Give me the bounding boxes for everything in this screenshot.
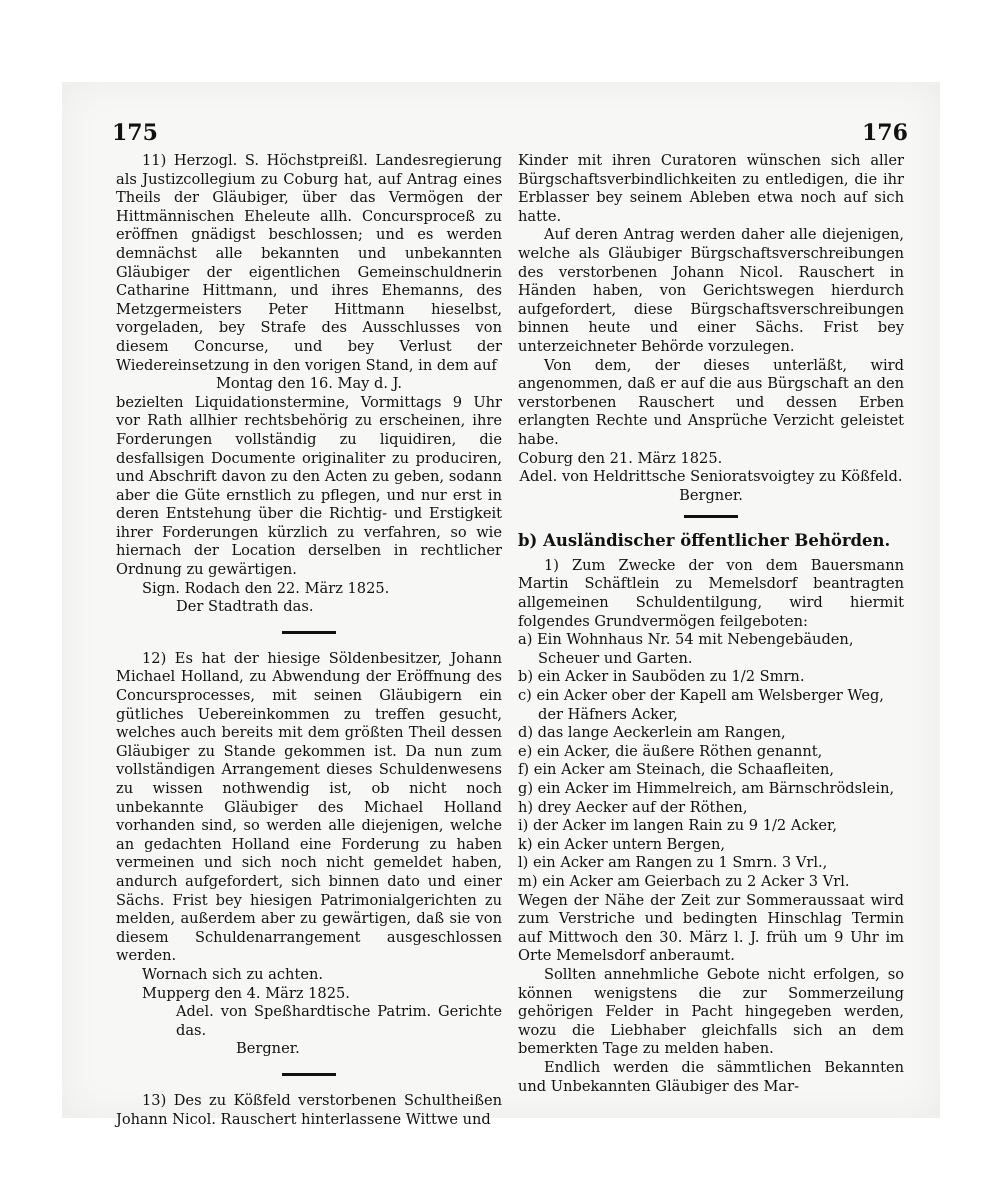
notice-12-place-date: Mupperg den 4. März 1825. [142,984,350,1002]
separator [282,631,336,634]
left-column [116,152,502,1129]
property-item: e) ein Acker, die äußere Röthen genannt, [518,742,823,760]
separator [684,515,738,518]
property-item: b) ein Acker in Sauböden zu 1/2 Smrn. [518,668,805,686]
notice-b1-lease: Sollten annehmliche Gebote nicht erfolgen, so können wenigstens die zur Sommerzeilung gehörigen Felder in Pacht hingegeben werden, wozu die Liebhaber gleichfalls sich an dem bemerkten Tage zu melden haben. [518,965,904,1058]
notice-13-request: Auf deren Antrag werden daher alle diejenigen, welche als Gläubiger Bürgschaftsverschreibungen des verstorbenen Johann Nicol. Rauschert in Händen haben, von Gerichtswegen hierdurch aufgefordert, diese Bürgschaftsverschreibungen binnen heute und einer Sächs. Frist bey unterzeichneter Behörde vorzulegen. [518,226,904,355]
notice-12-closing: Wornach sich zu achten. [142,965,323,983]
notice-13-signature: Bergner. [679,486,743,504]
page-number-left: 175 [112,120,158,146]
notice-11-text-cont: bezielten Liquidationstermine, Vormittags 9 Uhr vor Rath allhier rechtsbehörig zu erscheinen, ihre Forderungen vollständig zu liquidiren, die desfallsigen Documente originaliter zu produciren, und Abschrift davon zu den Acten zu geben, sodann aber die Güte ernstlich zu pflegen, und nur erst in deren Entstehung über die Richtig- und Erstigkeit ihrer Forderungen kürzlich zu verfahren, so wie hiernach der Location derselben in rechtlicher Ordnung zu gewärtigen. [116,393,502,579]
notice-12-text: 12) Es hat der hiesige Söldenbesitzer, Johann Michael Holland, zu Abwendung der Eröffnung des Concursprocesses, mit seinen Gläubigern ein gütliches Uebereinkommen zu treffen gesucht, welches auch bereits mit dem größten Theil dessen Gläubiger zu Stande gekommen ist. Da nun zum vollständigen Arrangement dieses Schuldenwesens zu wissen nothwendig ist, ob nicht noch unbekannte Gläubiger des Michael Holland vorhanden sind, so werden alle diejenigen, welche an gedachten Holland eine Forderung zu haben vermeinen und sich noch nicht gemeldet haben, andurch aufgefordert, sich binnen dato und einer Sächs. Frist bey hiesigen Patrimonialgerichten zu melden, außerdem aber zu gewärtigen, daß sie von diesem Schuldenarrangement ausgeschlossen werden. [116,649,502,965]
notice-b1-intro: 1) Zum Zwecke der von dem Bauersmann Martin Schäftlein zu Memelsdorf beantragten allgemeinen Schuldentilgung, wird hiermit folgendes Grundvermögen feilgeboten: [518,556,904,630]
property-item: i) der Acker im langen Rain zu 9 1/2 Acker, [518,817,838,835]
notice-12-signature: Bergner. [236,1040,300,1058]
property-item: f) ein Acker am Steinach, die Schaafleiten, [518,761,835,779]
property-item: k) ein Acker untern Bergen, [518,835,725,853]
notice-12-authority: Adel. von Speßhardtische Patrim. Gerichte das. [176,1003,502,1039]
notice-b1-creditors: Endlich werden die sämmtlichen Bekannten und Unbekannten Gläubiger des Mar- [518,1058,904,1095]
notice-13-consequence: Von dem, der dieses unterläßt, wird angenommen, daß er auf die aus Bürgschaft an den verstorbenen Rauschert und dessen Erben erlangten Rechte und Ansprüche Verzicht geleistet habe. [518,356,904,448]
notice-13-place-date: Coburg den 21. März 1825. [518,449,723,467]
property-item: h) drey Aecker auf der Röthen, [518,798,748,816]
section-heading: b) Ausländischer öffentlicher Behörden. [518,531,891,551]
right-column [518,152,904,1096]
notice-13-authority: Adel. von Heldrittsche Senioratsvoigtey zu Kößfeld. [519,468,903,486]
property-item: d) das lange Aeckerlein am Rangen, [518,724,786,742]
notice-11-place-date: Sign. Rodach den 22. März 1825. [142,579,390,597]
property-item: c) ein Acker ober der Kapell am Welsberger Weg, der Häfners Acker, [518,687,884,723]
property-item: l) ein Acker am Rangen zu 1 Smrn. 3 Vrl., [518,854,828,872]
notice-13-text: 13) Des zu Kößfeld verstorbenen Schultheißen Johann Nicol. Rauschert hinterlassene Wittwe und [116,1091,502,1128]
notice-11-text: 11) Herzogl. S. Höchstpreißl. Landesregierung als Justizcollegium zu Coburg hat, auf Antrag eines Theils der Gläubiger, über das Vermögen der Hittmännischen Eheleute allh. Concursproceß zu eröffnen gnädigst beschlossen; und es werden demnächst alle bekannten und unbekannten Gläubiger der eigentlichen Gemeinschuldnerin Catharine Hittmann, und ihres Ehemanns, des Metzgermeisters Peter Hittmann hieselbst, vorgeladen, bey Strafe des Ausschlusses von diesem Concurse, und bey Verlust der Wiedereinsetzung in den vorigen Stand, in dem auf [116,152,502,374]
notice-13-text-cont: Kinder mit ihren Curatoren wünschen sich aller Bürgschaftsverbindlichkeiten zu entledigen, die ihr Erblasser bey seinem Ableben etwa noch auf sich hatte. [518,152,904,225]
page-number-right: 176 [862,120,908,146]
notice-b1-auction: Wegen der Nähe der Zeit zur Sommeraussaat wird zum Verstriche und bedingten Hinschlag Termin auf Mittwoch den 30. März l. J. früh um 9 Uhr im Orte Memelsdorf anberaumt. [518,891,904,965]
property-item: g) ein Acker im Himmelreich, am Bärnschrödslein, [518,780,895,797]
property-item: a) Ein Wohnhaus Nr. 54 mit Nebengebäuden, Scheuer und Garten. [518,631,854,667]
notice-11-signature: Der Stadtrath das. [176,598,314,616]
separator [282,1073,336,1076]
notice-11-date-line: Montag den 16. May d. J. [215,375,403,393]
property-item: m) ein Acker am Geierbach zu 2 Acker 3 Vrl. [518,872,850,890]
